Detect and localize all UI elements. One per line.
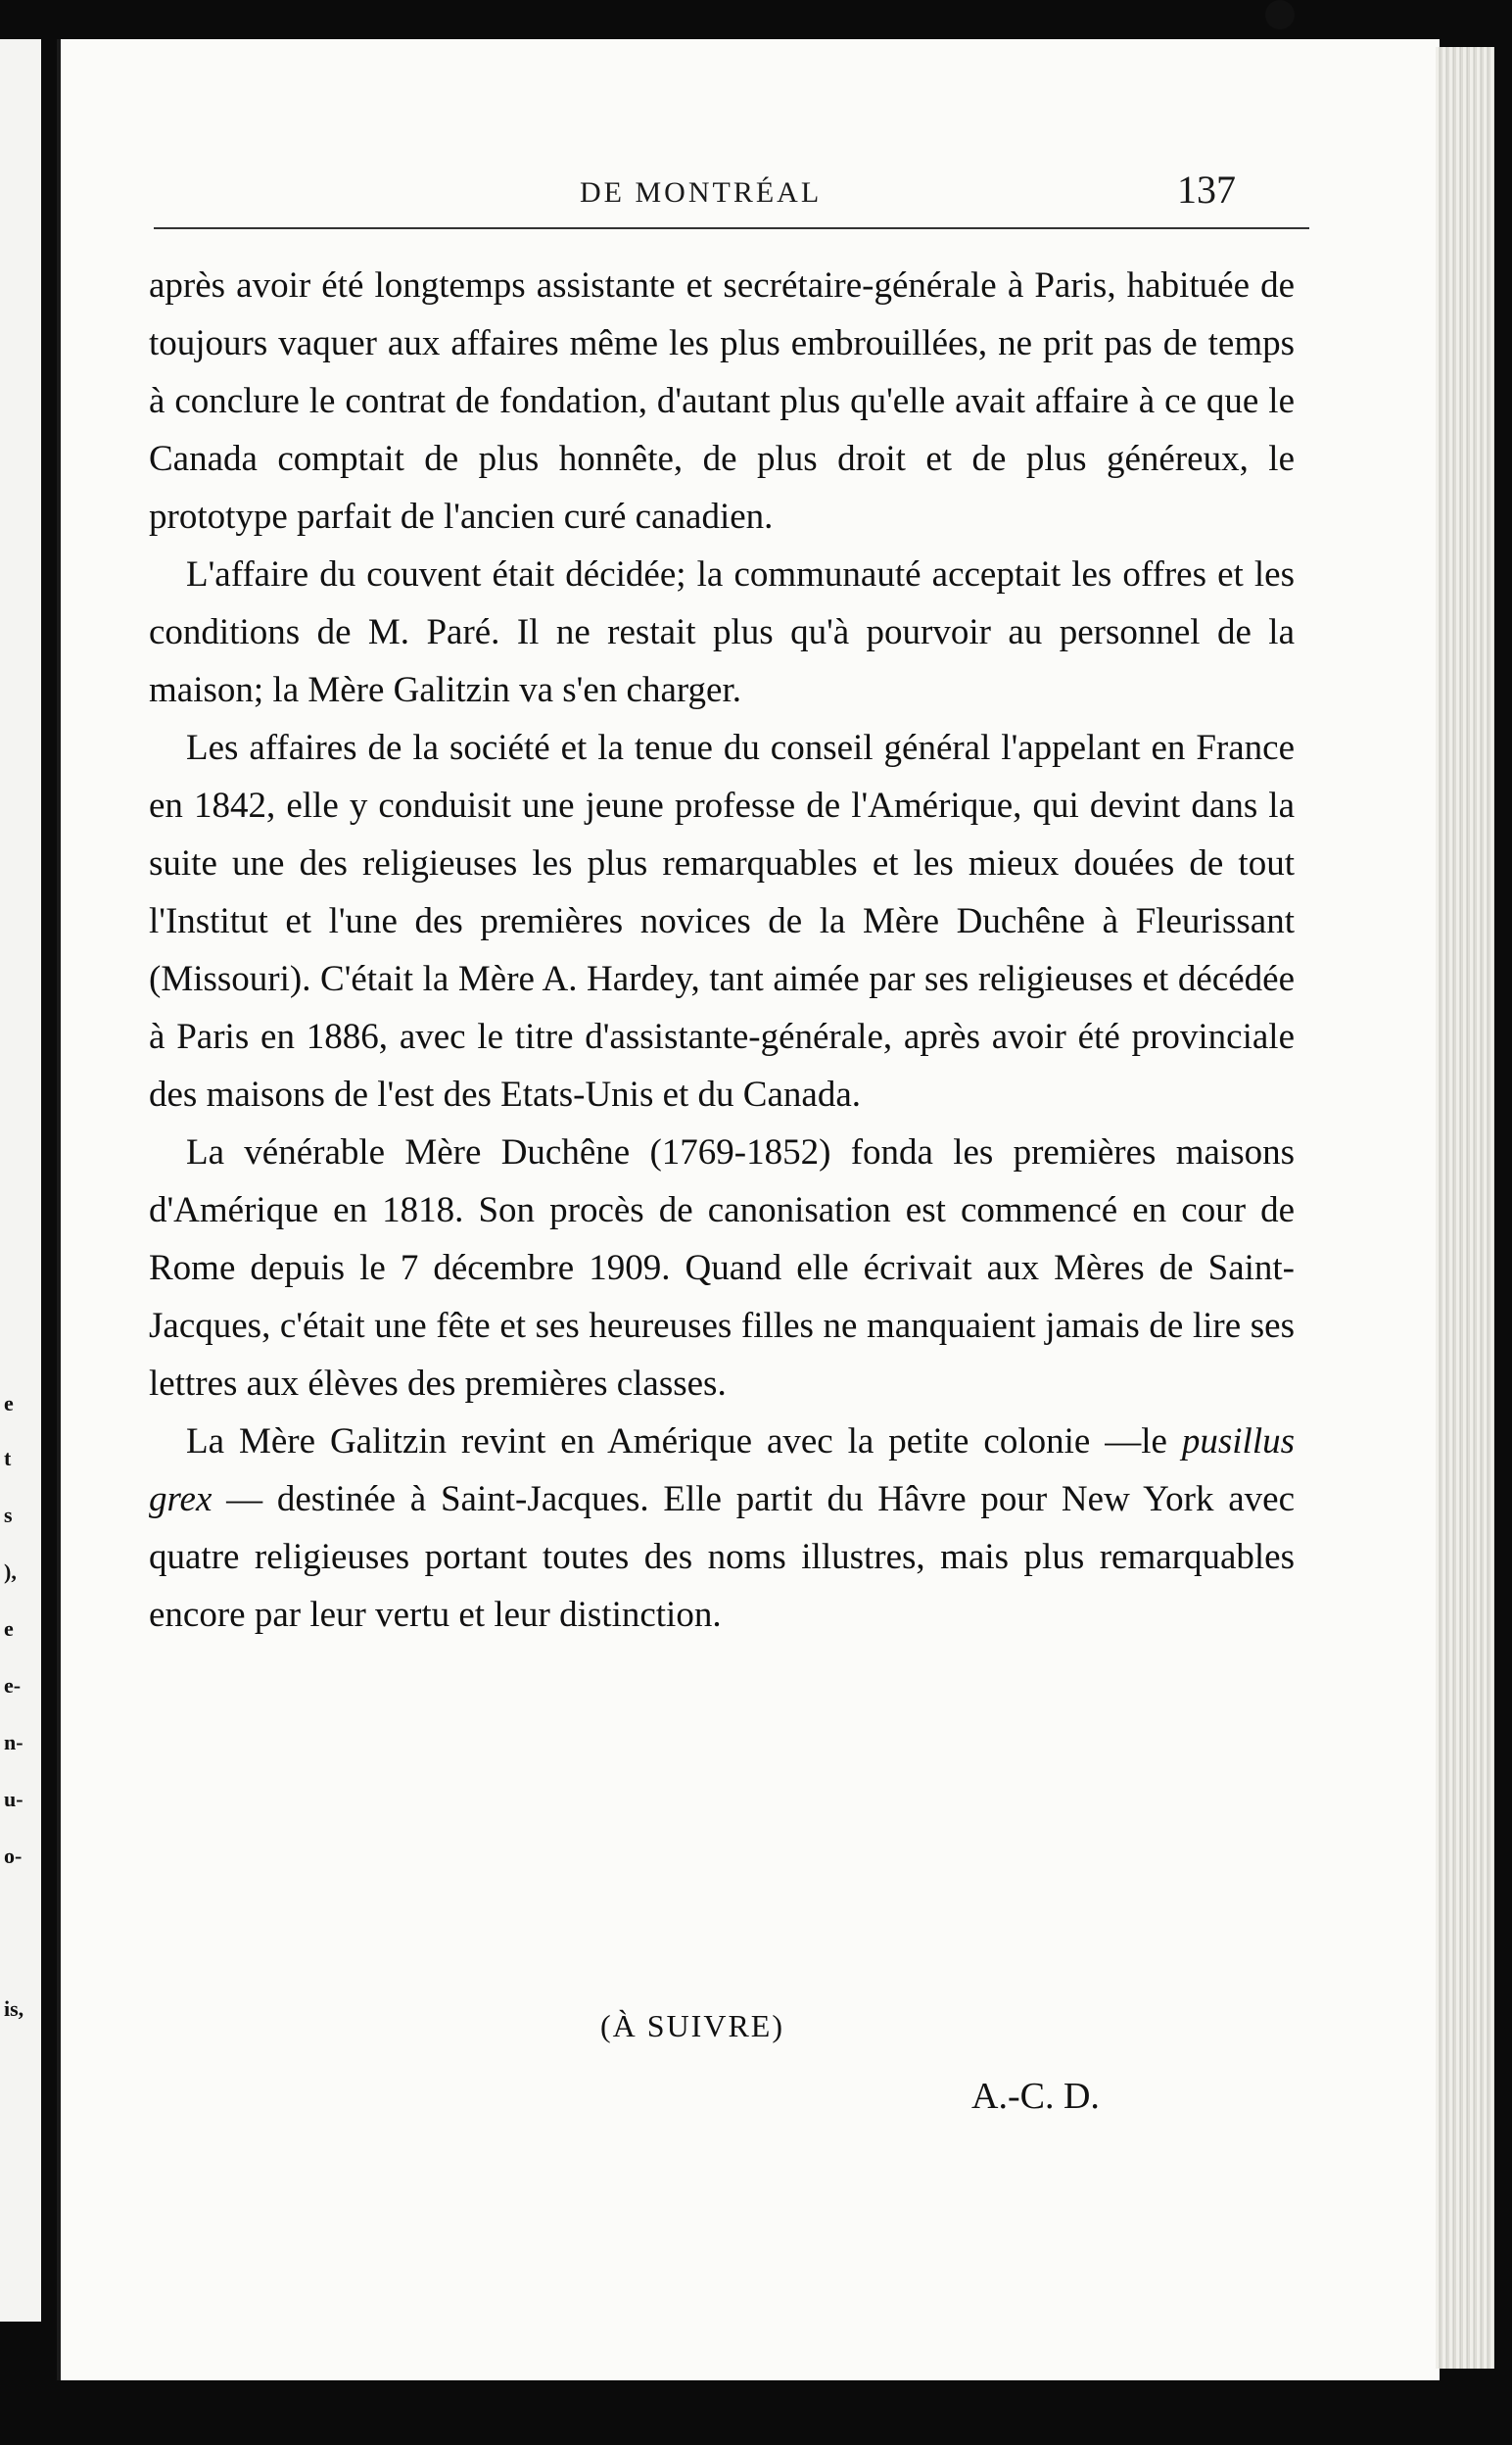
left-page-strip bbox=[0, 39, 41, 2322]
left-page-fragment: e- bbox=[4, 1673, 22, 1698]
left-page-fragment: e bbox=[4, 1391, 14, 1415]
paragraph-2: L'affaire du couvent était décidée; la communauté acceptait les offres et les conditions de M. Paré. Il ne restait plus qu'à pourvoir au personnel de la maison; la Mère Galitzin va s'en charger. bbox=[149, 554, 1295, 710]
left-page-fragment: o- bbox=[4, 1844, 23, 1868]
left-page-fragment: s bbox=[4, 1503, 13, 1527]
paragraph-5 bbox=[149, 1413, 1295, 1644]
to-be-continued: (À SUIVRE) bbox=[600, 2008, 784, 2043]
left-page-fragment: u- bbox=[4, 1787, 24, 1811]
latin-phrase: pusillus grex bbox=[149, 1421, 1295, 1519]
paragraph-4: La vénérable Mère Duchêne (1769-1852) fonda les premières maisons d'Amérique en 1818. Son procès de canonisation est commencé en cour de Rome depuis le 7 décembre 1909. Quand elle écrivait aux Mères de Saint-Jacques, c'était une fête et ses heureuses filles ne manquaient jamais de lire ses lettres aux élèves des premières classes. bbox=[149, 1132, 1295, 1404]
page-number: 137 bbox=[1177, 168, 1236, 212]
paragraph-3: Les affaires de la société et la tenue du conseil général l'appelant en France en 1842, elle y conduisit une jeune professe de l'Amérique, qui devint dans la suite une des religieuses les plus remarquables et les mieux douées de tout l'Institut et l'une des premières novices de la Mère Duchêne à Fleurissant (Missouri). C'était la Mère A. Hardey, tant aimée par ses religieuses et décédée à Paris en 1886, avec le titre d'assistante-générale, après avoir été provinciale des maisons de l'est des Etats-Unis et du Canada. bbox=[149, 728, 1295, 1115]
left-page-fragment: ), bbox=[4, 1559, 17, 1584]
page-edges bbox=[1436, 47, 1494, 2369]
paragraph-5-before: La Mère Galitzin revint en Amérique avec la petite colonie —le bbox=[186, 1421, 1182, 1462]
left-page-fragment: e bbox=[4, 1616, 14, 1641]
paragraph-1: après avoir été longtemps assistante et secrétaire-générale à Paris, habituée de toujours vaquer aux affaires même les plus embrouillées, ne prit pas de temps à conclure le contrat de fondation, d'autant plus qu'elle avait affaire à ce que le Canada comptait de plus honnête, de plus droit et de plus généreux, le prototype parfait de l'ancien curé canadien. bbox=[149, 265, 1295, 537]
page-header bbox=[61, 147, 1440, 216]
body-text bbox=[149, 257, 1295, 1644]
corner-ink-mark bbox=[1265, 0, 1295, 29]
left-page-fragment: is, bbox=[4, 1996, 24, 2021]
header-rule bbox=[154, 227, 1309, 229]
running-title: DE MONTRÉAL bbox=[580, 176, 823, 209]
paragraph-5-after: — destinée à Saint-Jacques. Elle partit du Hâvre pour New York avec quatre religieuses portant toutes des noms illustres, mais plus remarquables encore par leur vertu et leur distinction. bbox=[149, 1479, 1295, 1635]
left-page-fragment: n- bbox=[4, 1730, 24, 1754]
book-page bbox=[57, 39, 1440, 2380]
left-page-fragment: t bbox=[4, 1446, 12, 1470]
author-signature: A.-C. D. bbox=[971, 2076, 1100, 2117]
